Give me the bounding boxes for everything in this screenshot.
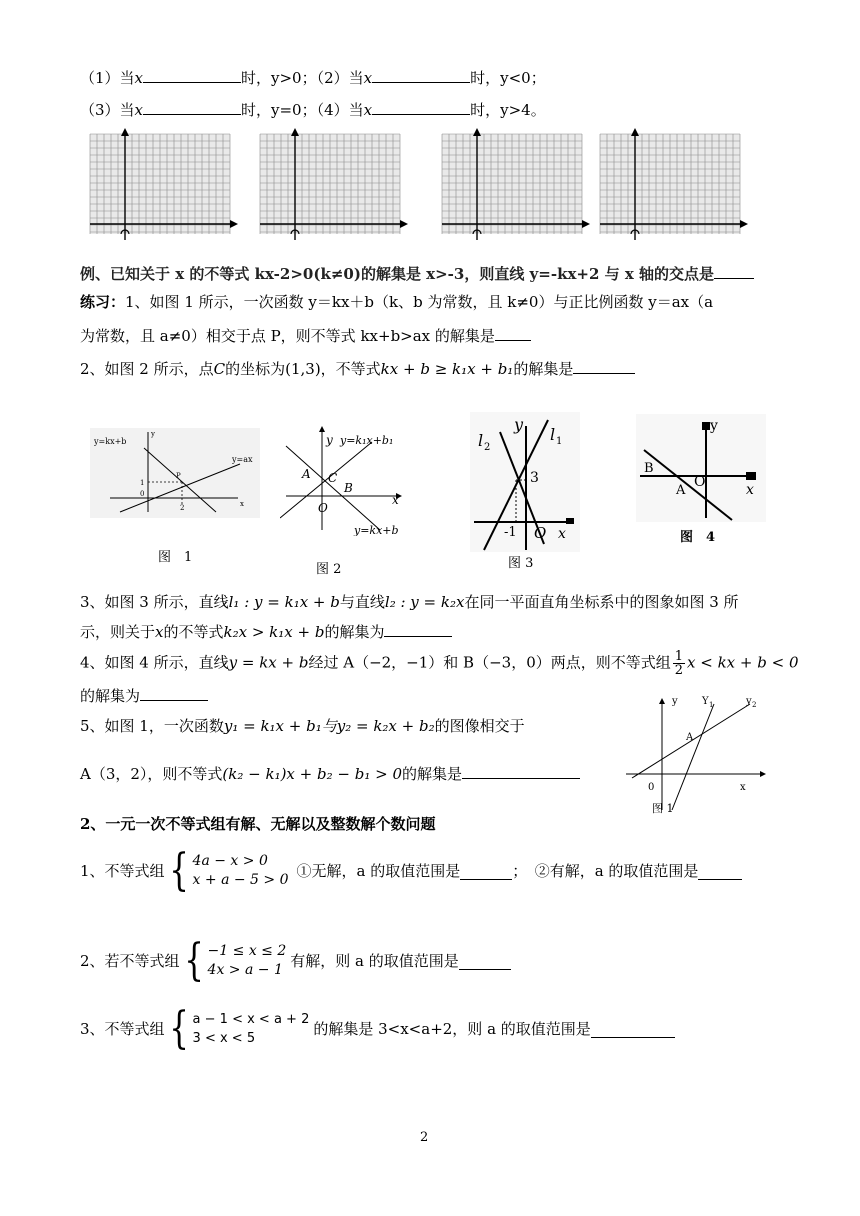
page-number: 2 bbox=[420, 1130, 429, 1145]
text: 的解集为 bbox=[324, 623, 385, 641]
label-y2: y bbox=[746, 696, 752, 707]
q4-line1 bbox=[80, 650, 799, 677]
inequality: kx + b ≥ k₁x + b₁ bbox=[380, 360, 514, 378]
q3-line1 bbox=[80, 592, 739, 612]
text: 时，y<0； bbox=[470, 69, 546, 87]
question-1-2-line bbox=[80, 66, 546, 88]
label-l1-sub: 1 bbox=[556, 436, 563, 447]
label-1: 1 bbox=[140, 479, 145, 487]
text: 有解，则 a 的取值范围是 bbox=[290, 952, 459, 970]
text: 3、不等式组 bbox=[80, 1020, 165, 1038]
label-O: O bbox=[694, 474, 706, 490]
q3-line2 bbox=[80, 620, 452, 642]
text: 时，y=0；（4）当 bbox=[241, 101, 364, 119]
label-0: 0 bbox=[648, 782, 655, 793]
x-axis-arrow bbox=[740, 220, 748, 228]
figure-3 bbox=[470, 412, 580, 552]
figure-1 bbox=[90, 428, 260, 518]
text: 2、若不等式组 bbox=[80, 952, 180, 970]
inequality-system bbox=[193, 1010, 310, 1048]
text: 示，则关于 bbox=[80, 623, 156, 641]
label-x: x bbox=[392, 493, 399, 507]
label-l2-sub: 2 bbox=[484, 442, 491, 453]
answer-blank[interactable] bbox=[698, 863, 742, 880]
x-axis-arrow bbox=[230, 220, 238, 228]
grid-graph-4 bbox=[598, 128, 748, 240]
figure-4 bbox=[636, 414, 766, 522]
label-y-ax: y=ax bbox=[232, 455, 253, 464]
answer-blank[interactable] bbox=[714, 262, 754, 279]
text: 的坐标为(1,3)，不等式 bbox=[225, 360, 381, 378]
practice-2-line bbox=[80, 357, 635, 379]
section-2-title: 2、一元一次不等式组有解、无解以及整数解个数问题 bbox=[80, 815, 436, 833]
figure-2-caption: 图 2 bbox=[316, 562, 342, 577]
label-y: y bbox=[710, 418, 718, 434]
answer-blank[interactable] bbox=[143, 66, 241, 83]
system-row: 3 < x < 5 bbox=[192, 1031, 256, 1046]
label-0: 0 bbox=[140, 490, 145, 498]
answer-blank[interactable] bbox=[140, 684, 208, 701]
text: 的图像相交于 bbox=[434, 717, 525, 735]
practice-1-line1 bbox=[80, 292, 713, 312]
text: 时，y>4。 bbox=[470, 101, 546, 119]
label-A: A bbox=[302, 467, 311, 481]
label-3: 3 bbox=[530, 470, 539, 486]
label-x: x bbox=[558, 526, 566, 542]
text: 的解集为 bbox=[80, 687, 141, 705]
answer-blank[interactable] bbox=[384, 620, 452, 637]
text: 1、不等式组 bbox=[80, 862, 165, 880]
text: 与直线 bbox=[339, 593, 385, 611]
text: 3、如图 3 所示，直线 bbox=[80, 593, 229, 611]
label-P: P bbox=[176, 472, 181, 480]
text: 的不等式 bbox=[163, 623, 224, 641]
figure-3-caption: 图 3 bbox=[508, 556, 534, 571]
answer-blank[interactable] bbox=[372, 66, 470, 83]
y-axis-arrow bbox=[291, 128, 299, 136]
label-neg1: -1 bbox=[504, 525, 517, 540]
label-A: A bbox=[676, 483, 686, 498]
equation: l₁ : y = k₁x + b bbox=[228, 593, 340, 611]
answer-blank[interactable] bbox=[460, 863, 512, 880]
text: 的解集是 bbox=[401, 765, 462, 783]
label-y-kx-b: y=kx+b bbox=[94, 437, 127, 446]
text: 2、如图 2 所示，点 bbox=[80, 360, 214, 378]
text: A（3，2），则不等式 bbox=[80, 765, 223, 783]
text: 4、如图 4 所示，直线 bbox=[80, 653, 229, 672]
inequality: k₂x > k₁x + b bbox=[223, 623, 325, 641]
label-l1: l bbox=[550, 425, 556, 444]
label-y: y bbox=[672, 696, 678, 707]
answer-blank[interactable] bbox=[573, 357, 635, 374]
s2-q1 bbox=[80, 845, 742, 896]
grid-graph-1 bbox=[88, 128, 238, 240]
system-row: −1 ≤ x ≤ 2 bbox=[207, 943, 287, 959]
var-x: x bbox=[134, 69, 144, 87]
text: 1、如图 1 所示，一次函数 y＝kx＋b（k、b 为常数，且 k≠0）与正比例函数 y＝ax（a bbox=[125, 293, 714, 311]
text: 时，y>0；（2）当 bbox=[241, 69, 364, 87]
y-axis-arrow bbox=[121, 128, 129, 136]
figure-1-caption: 图 1 bbox=[158, 550, 193, 565]
inequality-system bbox=[193, 852, 289, 890]
answer-blank[interactable] bbox=[372, 98, 470, 115]
answer-blank[interactable] bbox=[459, 953, 511, 970]
y-axis-arrow bbox=[631, 128, 639, 136]
text: 为常数，且 a≠0）相交于点 P，则不等式 kx+b>ax 的解集是 bbox=[80, 327, 495, 345]
numerator: 1 bbox=[674, 649, 684, 664]
system-brace: { bbox=[168, 1003, 189, 1054]
x-axis-arrow bbox=[400, 220, 408, 228]
label-O: O bbox=[318, 501, 328, 515]
var-x: x bbox=[134, 101, 144, 119]
label-2: 2 bbox=[180, 504, 185, 512]
equation: y₁ = k₁x + b₁与y₂ = k₂x + b₂ bbox=[223, 717, 435, 735]
answer-blank[interactable] bbox=[462, 762, 580, 779]
label-B: B bbox=[344, 481, 353, 495]
label-y-k1x-b1: y=k₁x+b₁ bbox=[340, 434, 394, 447]
text: （1）当 bbox=[80, 69, 135, 87]
answer-blank[interactable] bbox=[143, 98, 241, 115]
system-row: a − 1 < x < a + 2 bbox=[192, 1012, 310, 1027]
q4-line2 bbox=[80, 684, 208, 706]
label-y2-sub: 2 bbox=[752, 701, 757, 709]
fraction-half bbox=[673, 650, 685, 677]
practice-1-line2 bbox=[80, 324, 531, 346]
var-x: x bbox=[155, 623, 164, 641]
figure-2 bbox=[280, 426, 410, 536]
inequality: (k₂ − k₁)x + b₂ − b₁ > 0 bbox=[222, 765, 402, 783]
figure-4-caption: 图 4 bbox=[680, 530, 716, 545]
label-A: A bbox=[686, 732, 694, 743]
equation: y = kx + b bbox=[228, 653, 309, 672]
label-y: y bbox=[151, 430, 155, 438]
var-x: x bbox=[363, 101, 373, 119]
x-axis-arrow bbox=[582, 220, 590, 228]
inequality-system bbox=[208, 942, 287, 980]
system-row: x + a − 5 > 0 bbox=[192, 872, 289, 888]
denominator: 2 bbox=[674, 663, 684, 678]
inequality: x < kx + b < 0 bbox=[687, 653, 799, 672]
label-l2: l bbox=[478, 431, 484, 450]
practice-label: 练习： bbox=[80, 293, 126, 311]
text: （3）当 bbox=[80, 101, 135, 119]
label-y: y bbox=[514, 415, 524, 434]
example-line bbox=[80, 262, 754, 284]
y-axis-arrow bbox=[473, 128, 481, 136]
label-B: B bbox=[644, 461, 654, 476]
text: 在同一平面直角坐标系中的图象如图 3 所 bbox=[464, 593, 739, 611]
text: ； ②有解，a 的取值范围是 bbox=[512, 862, 699, 880]
q5-line1 bbox=[80, 716, 525, 736]
system-row: 4x > a − 1 bbox=[207, 962, 283, 978]
label-Y1: Y bbox=[702, 696, 709, 707]
label-Y1-sub: 1 bbox=[709, 701, 714, 709]
label-x: x bbox=[746, 482, 754, 498]
text: ①无解，a 的取值范围是 bbox=[296, 862, 461, 880]
equation: l₂ : y = k₂x bbox=[384, 593, 465, 611]
s2-q3 bbox=[80, 1003, 675, 1054]
grid-graph-2 bbox=[258, 128, 408, 240]
point-label: C bbox=[213, 360, 226, 378]
figure-5-caption: 图 1 bbox=[652, 802, 674, 814]
label-y-kx-b: y=kx+b bbox=[354, 524, 399, 536]
text: 的解集是 3<x<a+2，则 a 的取值范围是 bbox=[313, 1020, 591, 1038]
label-x: x bbox=[240, 500, 244, 508]
s2-q2 bbox=[80, 935, 511, 986]
answer-blank[interactable] bbox=[591, 1021, 675, 1038]
label-x: x bbox=[740, 782, 746, 793]
figure-5 bbox=[622, 692, 772, 814]
var-x: x bbox=[363, 69, 373, 87]
label-O: O bbox=[534, 524, 547, 542]
question-3-4-line bbox=[80, 98, 546, 120]
grid-graph-3 bbox=[440, 128, 590, 240]
label-C: C bbox=[328, 471, 338, 485]
text: 的解集是 bbox=[513, 360, 574, 378]
text: 经过 A（−2，−1）和 B（−3，0）两点，则不等式组 bbox=[308, 653, 671, 672]
label-y: y bbox=[326, 433, 333, 447]
text: 5、如图 1，一次函数 bbox=[80, 717, 224, 735]
system-row: 4a − x > 0 bbox=[192, 853, 268, 869]
system-brace: { bbox=[183, 935, 204, 986]
system-brace: { bbox=[168, 845, 189, 896]
q5-line2 bbox=[80, 762, 580, 784]
answer-blank[interactable] bbox=[495, 324, 531, 341]
example-text: 例、已知关于 x 的不等式 kx-2>0(k≠0)的解集是 x>-3，则直线 y=-kx+2 与 x 轴的交点是 bbox=[80, 265, 715, 283]
